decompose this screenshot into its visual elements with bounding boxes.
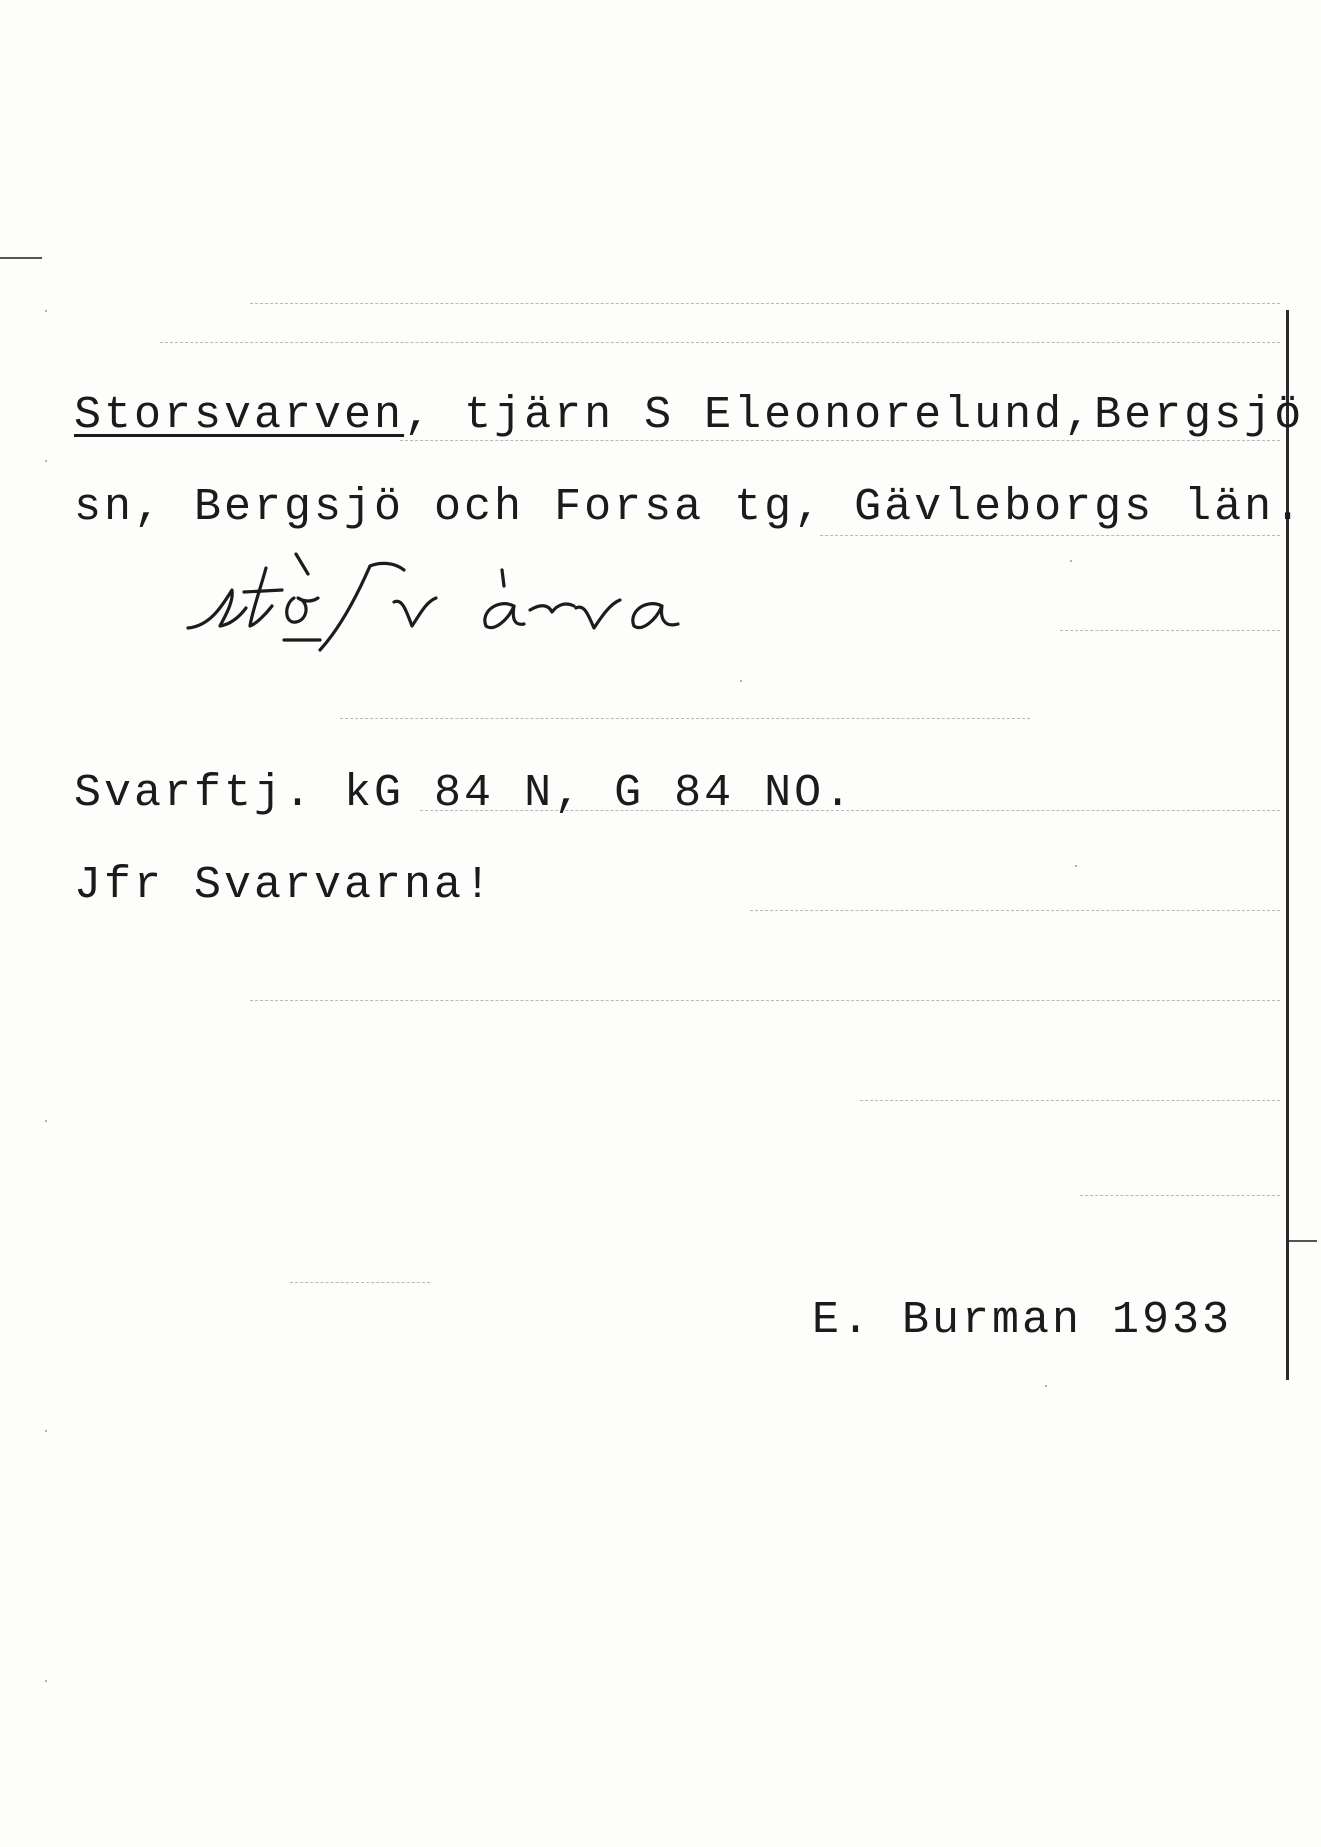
speck — [45, 1120, 47, 1122]
speck — [45, 1680, 47, 1682]
ruling-line — [820, 535, 1280, 536]
speck — [1070, 560, 1072, 562]
ruling-line — [250, 303, 1280, 304]
speck — [45, 460, 47, 462]
speck — [45, 1430, 47, 1432]
edge-tick — [1289, 1240, 1317, 1242]
ruling-line — [290, 1282, 430, 1283]
speck — [1075, 865, 1077, 867]
entry-line-2: sn, Bergsjö och Forsa tg, Gävleborgs län. — [74, 482, 1305, 533]
handwritten-pronunciation — [180, 540, 800, 660]
signature: E. Burman 1933 — [812, 1295, 1233, 1346]
card-edge-rule — [1286, 310, 1289, 1380]
ruling-line — [750, 910, 1280, 911]
margin-tick — [0, 257, 42, 259]
entry-description: , tjärn S Eleonorelund,Bergsjö — [404, 390, 1305, 441]
entry-line-1 — [74, 390, 1304, 441]
ruling-line — [860, 1100, 1280, 1101]
ruling-line — [160, 342, 1280, 343]
speck — [1045, 1385, 1047, 1387]
speck — [740, 680, 742, 682]
cross-reference: Jfr Svarvarna! — [74, 860, 495, 911]
headword: Storsvarven — [74, 390, 405, 441]
map-reference: Svarftj. kG 84 N, G 84 NO. — [74, 768, 855, 819]
ruling-line — [1080, 1195, 1280, 1196]
ruling-line — [250, 1000, 1280, 1001]
ruling-line — [340, 718, 1030, 719]
speck — [45, 310, 47, 312]
ruling-line — [1060, 630, 1280, 631]
